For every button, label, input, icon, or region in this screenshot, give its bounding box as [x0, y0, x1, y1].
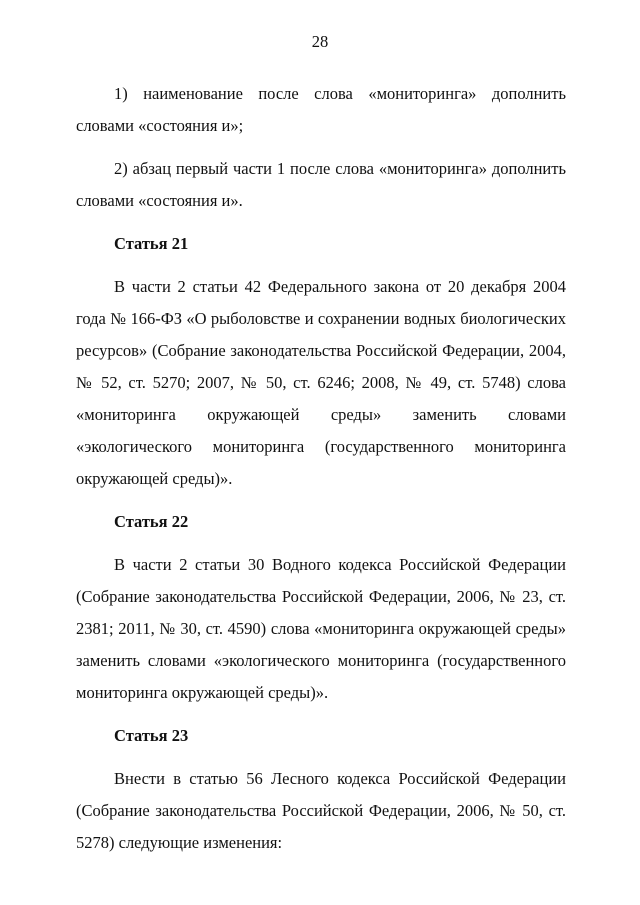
article-21-text: В части 2 статьи 42 Федерального закона от 20 декабря 2004 года № 166-ФЗ «О рыболовстве и сохранении водных биологических ресурсов» (Собрание законодательства Российской Федерации, 2004, № 52, ст. 5270; 2007, № 50, ст. 6246; 2008, № 49, ст. 5748) слова «мониторинга окружающей среды» заменить словами «экологического мониторинга (государственного мониторинга окружающей среды)». [76, 277, 566, 488]
article-22-heading: Статья 22 [114, 512, 189, 531]
amendment-item-2: 2) абзац первый части 1 после слова «мониторинга» дополнить словами «состояния и». [76, 159, 566, 210]
article-22-text: В части 2 статьи 30 Водного кодекса Российской Федерации (Собрание законодательства Российской Федерации, 2006, № 23, ст. 2381; 2011, № 30, ст. 4590) слова «мониторинга окружающей среды» заменить словами «экологического мониторинга (государственного мониторинга окружающей среды)». [76, 555, 566, 702]
document-body [76, 78, 566, 859]
article-23-heading: Статья 23 [114, 726, 189, 745]
article-23-text: Внести в статью 56 Лесного кодекса Российской Федерации (Собрание законодательства Российской Федерации, 2006, № 50, ст. 5278) следующие изменения: [76, 769, 566, 852]
page-number: 28 [311, 32, 329, 51]
amendment-item-1: 1) наименование после слова «мониторинга» дополнить словами «состояния и»; [76, 84, 566, 135]
article-21-heading: Статья 21 [114, 234, 189, 253]
